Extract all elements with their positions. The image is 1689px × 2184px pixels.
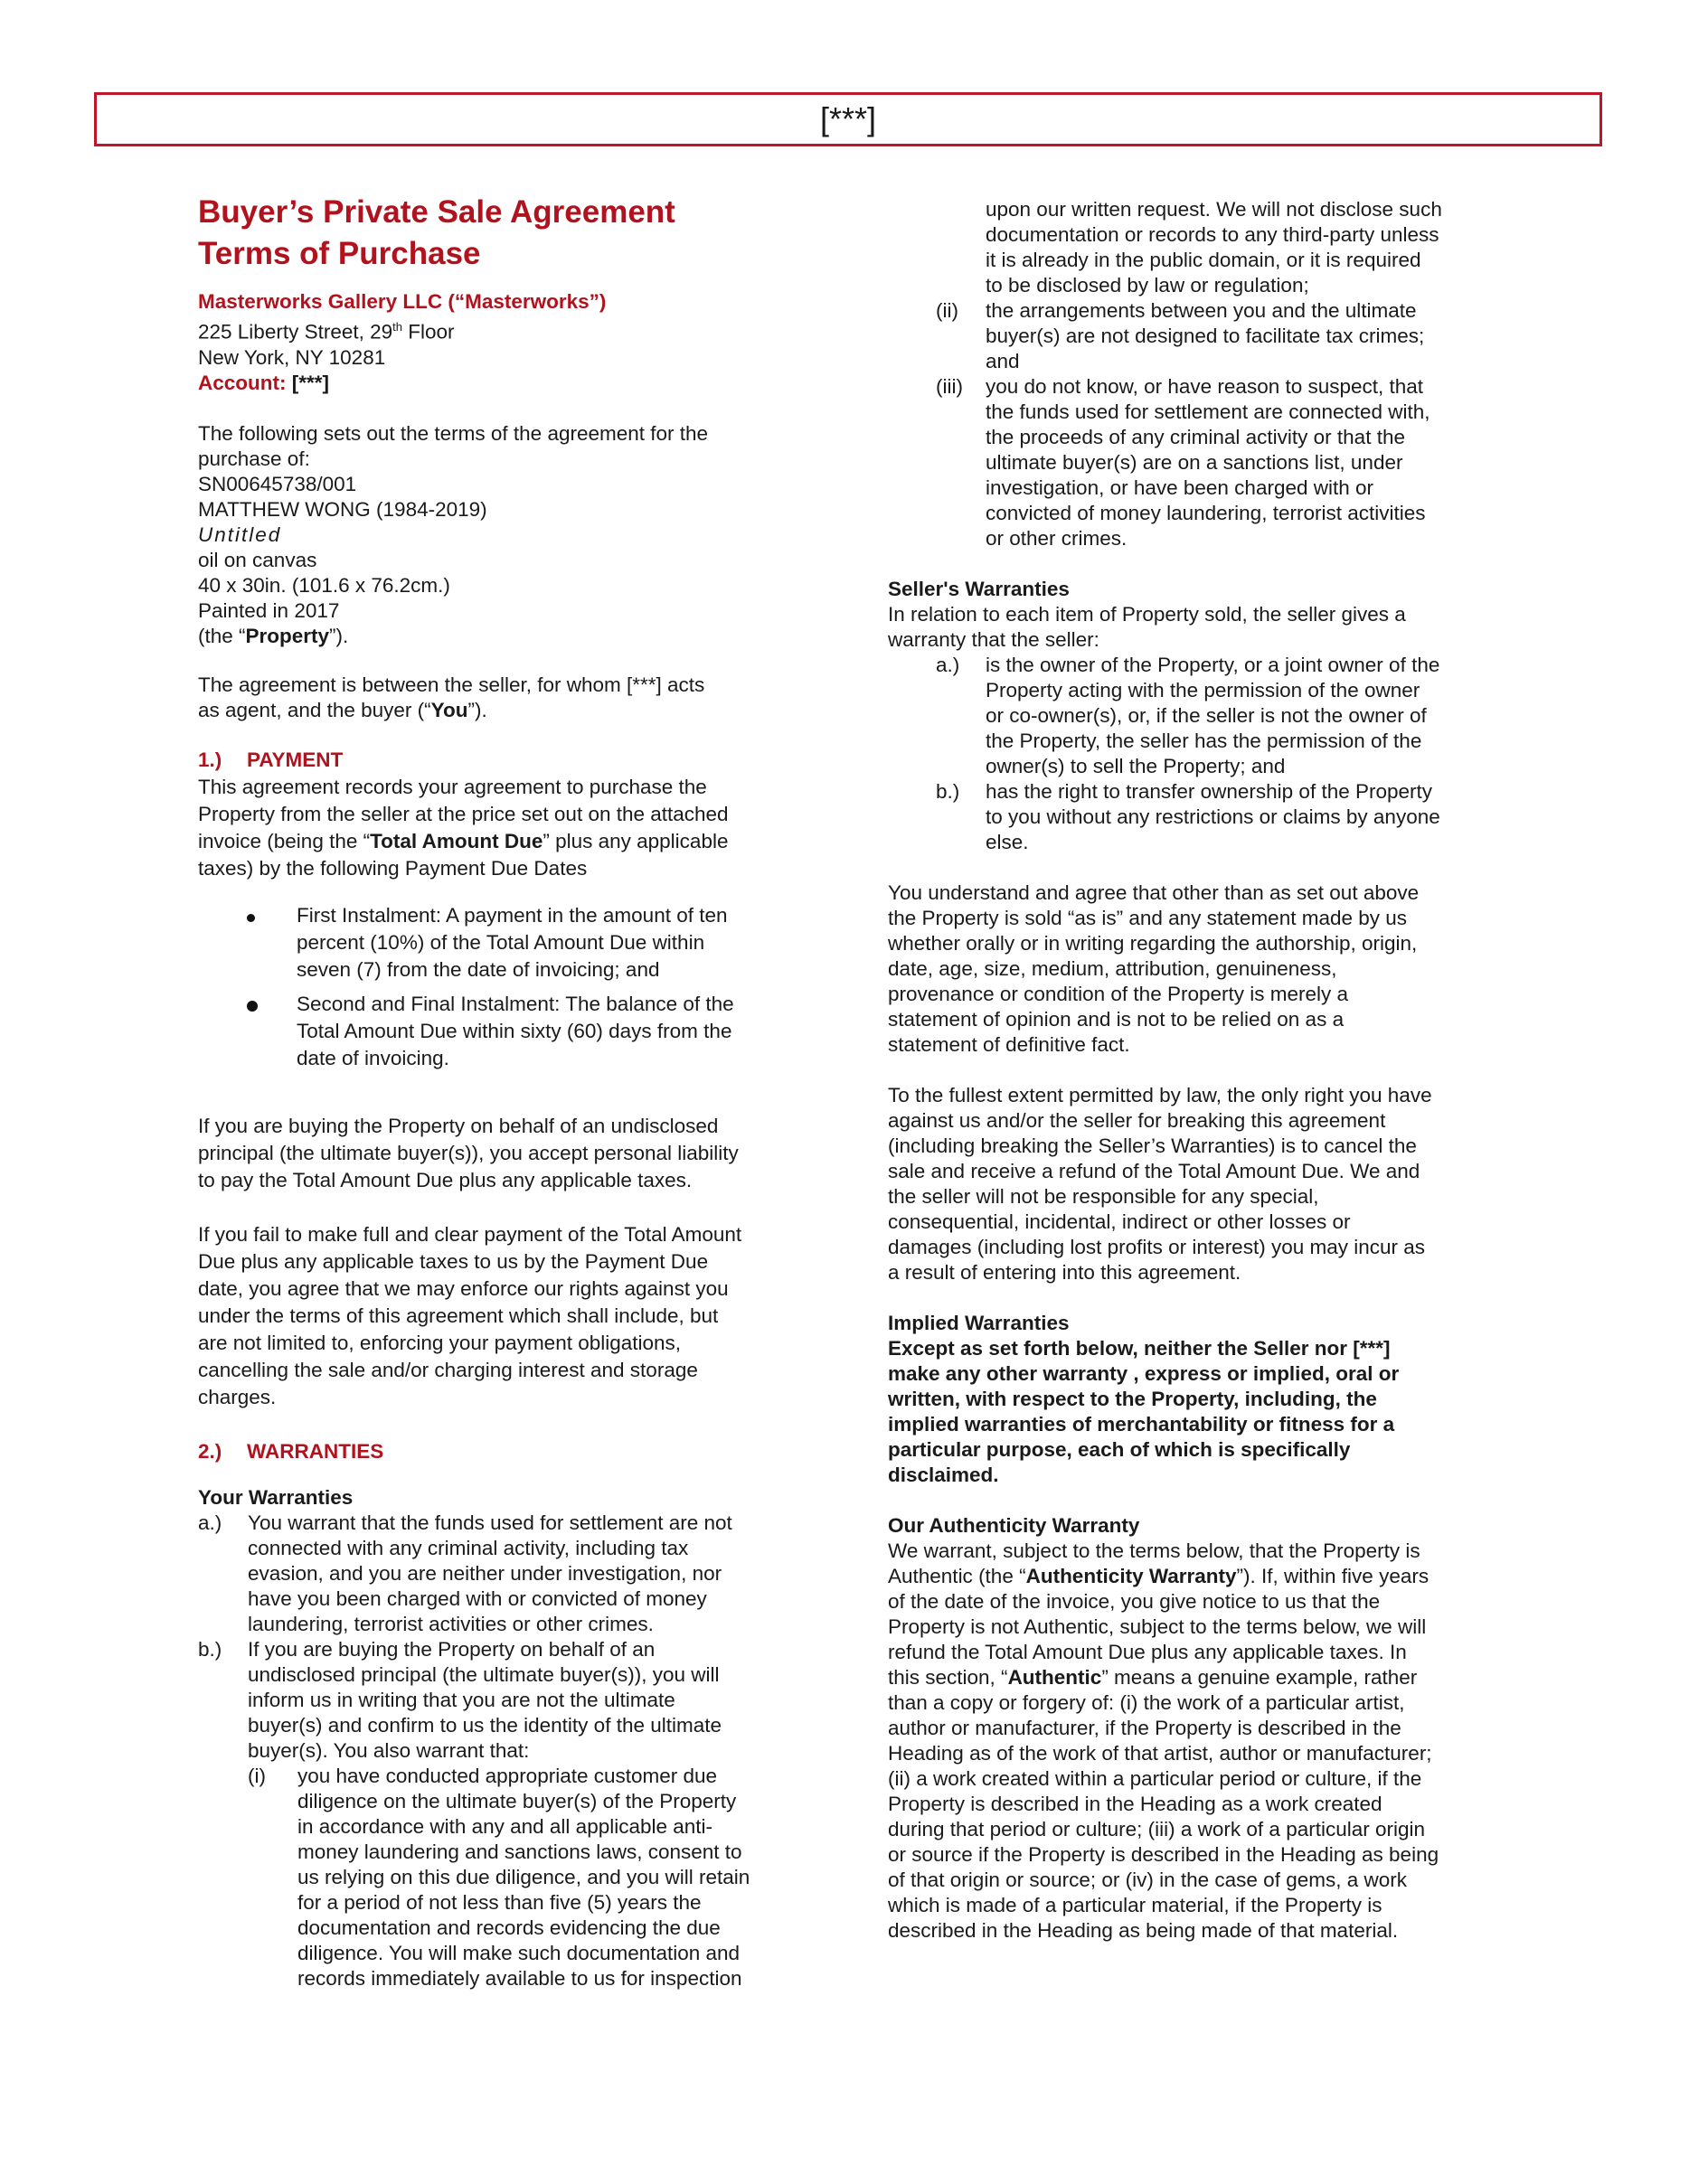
company-name: Masterworks Gallery LLC (“Masterworks”) xyxy=(198,290,607,313)
warranty-item-iii: (iii) you do not know, or have reason to suspect, that the funds used for settlement are connected with, the proceeds of any criminal activity or that the ultimate buyer(s) are on a sanctions list, under investigation, or have been charged with or convicted of money laundering, terrorist activities or other crimes. xyxy=(936,375,1430,550)
list-item: First Instalment: A payment in the amount of ten percent (10%) of the Total Amount Due within seven (7) from the date of invoicing; and xyxy=(247,902,813,984)
left-column xyxy=(198,192,813,1991)
purchase-intro: The following sets out the terms of the agreement for the purchase of: SN00645738/001 MATTHEW WONG (1984-2019) Untitled oil on canvas 40 x 30in. (101.6 x 76.2cm.) Painted in 2017 (the “Property”). xyxy=(198,421,813,649)
parties-paragraph: The agreement is between the seller, for whom [***] acts as agent, and the buyer (“You”). xyxy=(198,673,705,721)
warranty-item-i-continued: upon our written request. We will not disclose such documentation or records to any third-party unless it is already in the public domain, or it is required to be disclosed by law or regulation; xyxy=(986,198,1442,297)
company-address-line1: 225 Liberty Street, 29th Floor xyxy=(198,320,455,344)
artwork-title: Untitled xyxy=(198,522,282,546)
property-definition: (the “Property”). xyxy=(198,624,349,647)
payment-paragraph: This agreement records your agreement to purchase the Property from the seller at the price set out on the attached invoice (being the “Total Amount Due” plus any applicable taxes) by the following Payment Due Dates xyxy=(198,775,729,880)
header-redaction-box xyxy=(94,92,1602,146)
authenticity-paragraph: We warrant, subject to the terms below, that the Property is Authentic (the “Authenticity Warranty”). If, within five years of the date of the invoice, you give notice to us that the Property is not Authentic, subject to the terms below, we will refund the Total Amount Due plus any applicable taxes. In this section, “Authentic” means a genuine example, rather than a copy or forgery of: (i) the work of a particular artist, author or manufacturer, if the Property is described in the Heading as of the work of that artist, author or manufacturer; (ii) a work created within a particular period or culture, if the Property is described in the Heading as a work created during that period or culture; (iii) a work of a particular origin or source if the Property is described in the Heading as being of that origin or source; or (iv) in the case of gems, a work which is made of a particular material, if the Property is described in the Heading as being made of that material. xyxy=(888,1539,1439,1942)
warranty-item-b: b.) If you are buying the Property on behalf of an undisclosed principal (the ultimate buyer(s)), you will inform us in writing that you are not the ultimate buyer(s) and confirm to us the identity of the ultimate buyer(s). You also warrant that: xyxy=(198,1637,722,1762)
bullet-icon xyxy=(247,914,255,922)
company-address-line2: New York, NY 10281 xyxy=(198,345,386,369)
account-line: Account: [***] xyxy=(198,371,330,394)
sellers-warranties-heading: Seller's Warranties xyxy=(888,578,1070,600)
header-redacted-label: [***] xyxy=(819,100,877,137)
list-item: Second and Final Instalment: The balance of the Total Amount Due within sixty (60) days from the date of invoicing. xyxy=(247,991,813,1072)
payment-heading: 1.) PAYMENT xyxy=(198,748,344,771)
document-title: Buyer’s Private Sale Agreement Terms of Purchase xyxy=(198,194,675,271)
warranties-heading: 2.) WARRANTIES xyxy=(198,1439,384,1463)
right-column: upon our written request. We will not disclose such documentation or records to any third-party unless it is already in the public domain, or it is required to be disclosed by law or regulation; (ii) the arrangements between you and the ultimate buyer(s) are not designed to facilitate tax crimes; and (iii) you do not know, or have reason to suspect, that the funds used for settlement are connected with, the proceeds of any criminal activity or that the ultimate buyer(s) are on a sanctions list, under investigation, or have been charged with or convicted of money laundering, terrorist activities or other crimes. Seller's Warranties In relation to each item of Property sold, the seller gives a warranty that the seller: a.) is the owner of the Property, or a joint owner of the Property acting with the permission of the owner or co-owner(s), or, if the seller is not the owner of the Property, the seller has the permission of the owner(s) to sell the Property; and b.) has the right to transfer ownership of the Property to you without any restrictions or claims by anyone else. You understand and agree that other than as set out above the Property is sold “as is” and any statement made by us whether orally or in writing regarding the authorship, origin, date, age, size, medium, attribution, genuineness, provenance or condition of the Property is merely a statement of opinion and is not to be relied on as a statement of definitive fact. To the fullest extent permitted by law, the only right you have against us and/or the seller for breaking this agreement (including breaking the Seller’s Warranties) is to cancel the sale and receive a refund of the Total Amount Due. We and the seller will not be responsible for any special, consequential, incidental, indirect or other losses or damages (including lost profits or interest) you may incur as a result of entering into this agreement. Implied Warranties Except as set forth below, neither the Seller nor [***] make any other warranty , express or implied, oral or written, with respect to the Property, including, the implied warranties of merchantability or fitness for a particular purpose, each of which is specifically disclaimed. Our Authenticity Warranty We warrant, subject to the terms below, that the Property is Authentic (the “Authenticity Warranty”). If, within five years of the date of the invoice, you give notice to us that the Property is not Authentic, subject to the terms below, we will refund the Total Amount Due plus any applicable taxes. In this section, “Authentic” means a genuine example, rather than a copy or forgery of: (i) the work of a particular artist, author or manufacturer, if the Property is described in the Heading as of the work of that artist, author or manufacturer; (ii) a work created within a particular period or culture, if the Property is described in the Heading as a work created during that period or culture; (iii) a work of a particular origin or source if the Property is described in the Heading as being of that origin or source; or (iv) in the case of gems, a work which is made of a particular material, if the Property is described in the Heading as being made of that material. xyxy=(888,197,1503,1944)
remedy-paragraph: To the fullest extent permitted by law, the only right you have against us and/or the seller for breaking this agreement (including breaking the Seller’s Warranties) is to cancel the sale and receive a refund of the Total Amount Due. We and the seller will not be responsible for any special, consequential, incidental, indirect or other losses or damages (including lost profits or interest) you may incur as a result of entering into this agreement. xyxy=(888,1084,1432,1284)
warranty-item-i: (i) you have conducted appropriate customer due diligence on the ultimate buyer(s) of the Property in accordance with any and all applicable anti- money laundering and sanctions laws, consent to us relying on this due diligence, and you will retain for a period of not less than five (5) years the documentation and records evidencing the due diligence. You will make such documentation and records immediately available to us for inspection xyxy=(248,1764,750,1990)
seller-warranty-item-a: a.) is the owner of the Property, or a joint owner of the Property acting with the permission of the owner or co-owner(s), or, if the seller is not the owner of the Property, the seller has the permission of the owner(s) to sell the Property; and xyxy=(936,654,1440,777)
lot-number: SN00645738/001 xyxy=(198,472,357,495)
implied-warranties-disclaimer: Except as set forth below, neither the Seller nor [***] make any other warranty , express or implied, oral or written, with respect to the Property, including, the implied warranties of merchantability or fitness for a particular purpose, each of which is specifically disclaimed. xyxy=(888,1337,1400,1486)
undisclosed-principal-paragraph: If you are buying the Property on behalf of an undisclosed principal (the ultimate buyer(s)), you accept personal liability to pay the Total Amount Due plus any applicable taxes. xyxy=(198,1114,739,1191)
as-is-paragraph: You understand and agree that other than as set out above the Property is sold “as is” and any statement made by us whether orally or in writing regarding the authorship, origin, date, age, size, medium, attribution, genuineness, provenance or condition of the Property is merely a statement of opinion and is not to be relied on as a statement of definitive fact. xyxy=(888,881,1420,1056)
your-warranties-heading: Your Warranties xyxy=(198,1485,354,1509)
artist-name: MATTHEW WONG (1984-2019) xyxy=(198,497,487,521)
authenticity-warranty-heading: Our Authenticity Warranty xyxy=(888,1514,1140,1537)
artwork-medium: oil on canvas xyxy=(198,548,317,571)
warranty-item-ii: (ii) the arrangements between you and the ultimate buyer(s) are not designed to facilitate tax crimes; and xyxy=(936,299,1425,372)
late-payment-paragraph: If you fail to make full and clear payment of the Total Amount Due plus any applicable taxes to us by the Payment Due date, you agree that we may enforce our rights against you under the terms of this agreement which shall include, but are not limited to, enforcing your payment obligations, cancelling the sale and/or charging interest and storage charges. xyxy=(198,1222,742,1408)
artwork-date: Painted in 2017 xyxy=(198,598,340,622)
payment-due-list xyxy=(247,902,813,1072)
bullet-icon xyxy=(247,1001,258,1012)
seller-warranty-item-b: b.) has the right to transfer ownership of the Property to you without any restrictions or claims by anyone else. xyxy=(936,780,1440,853)
warranty-item-a: a.) You warrant that the funds used for settlement are not connected with any criminal activity, including tax evasion, and you are neither under investigation, nor have you been charged with or convicted of money laundering, terrorist activities or other crimes. xyxy=(198,1511,732,1635)
artwork-dimensions: 40 x 30in. (101.6 x 76.2cm.) xyxy=(198,573,450,597)
implied-warranties-heading: Implied Warranties xyxy=(888,1312,1070,1334)
